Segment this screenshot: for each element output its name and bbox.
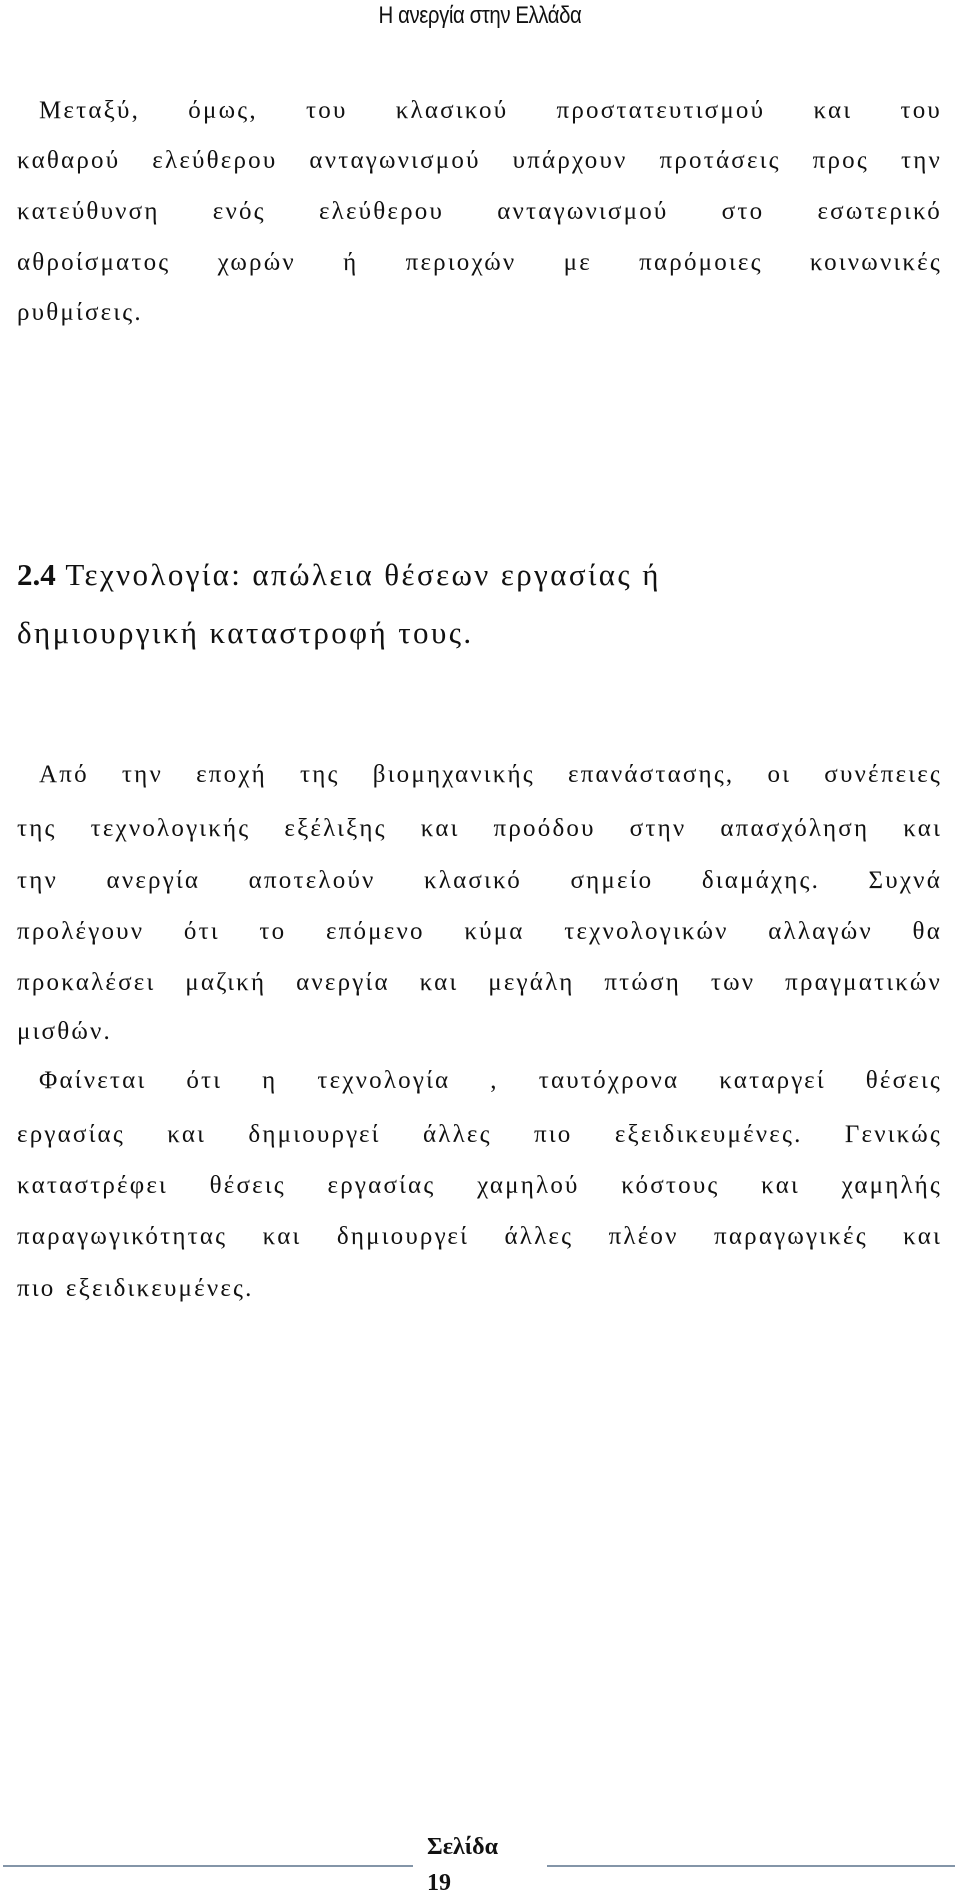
text-line: προκαλέσει μαζική ανεργία και μεγάλη πτώση των πραγματικών [17, 969, 942, 996]
text-line: παραγωγικότητας και δημιουργεί άλλες πλέον παραγωγικές και [17, 1223, 942, 1250]
text-line: εργασίας και δημιουργεί άλλες πιο εξειδικευμένες. Γενικώς [17, 1121, 942, 1148]
page-number: 19 [427, 1870, 451, 1896]
text-line: της τεχνολογικής εξέλιξης και προόδου στην απασχόληση και [17, 815, 942, 842]
section-title-continued: δημιουργική καταστροφή τους. [17, 615, 474, 650]
page-label: Σελίδα [427, 1834, 499, 1860]
text-line: Μεταξύ, όμως, του κλασικού προστατευτισμού και του [39, 97, 942, 124]
text-line: ρυθμίσεις. [17, 299, 143, 326]
text-line: Από την εποχή της βιομηχανικής επανάστασης, οι συνέπειες [39, 761, 942, 788]
text-line: μισθών. [17, 1018, 112, 1045]
text-line: καταστρέφει θέσεις εργασίας χαμηλού κόστους και χαμηλής [17, 1172, 942, 1199]
text-line: πιο εξειδικευμένες. [17, 1275, 254, 1302]
text-line: Φαίνεται ότι η τεχνολογία , ταυτόχρονα καταργεί θέσεις [39, 1067, 942, 1094]
text-line: αθροίσματος χωρών ή περιοχών με παρόμοιες κοινωνικές [17, 249, 942, 276]
footer-rule-left [3, 1865, 413, 1867]
text-line: την ανεργία αποτελούν κλασικό σημείο διαμάχης. Συχνά [17, 867, 942, 894]
text-line: προλέγουν ότι το επόμενο κύμα τεχνολογικών αλλαγών θα [17, 918, 942, 945]
footer-rule-right [547, 1865, 955, 1867]
section-title: Τεχνολογία: απώλεια θέσεων εργασίας ή [65, 557, 661, 592]
text-line: καθαρού ελεύθερου ανταγωνισμού υπάρχουν προτάσεις προς την [17, 147, 942, 174]
section-number: 2.4 [17, 557, 56, 592]
running-header: Η ανεργία στην Ελλάδα [378, 2, 582, 29]
text-line: κατεύθυνση ενός ελεύθερου ανταγωνισμού στο εσωτερικό [17, 198, 942, 225]
